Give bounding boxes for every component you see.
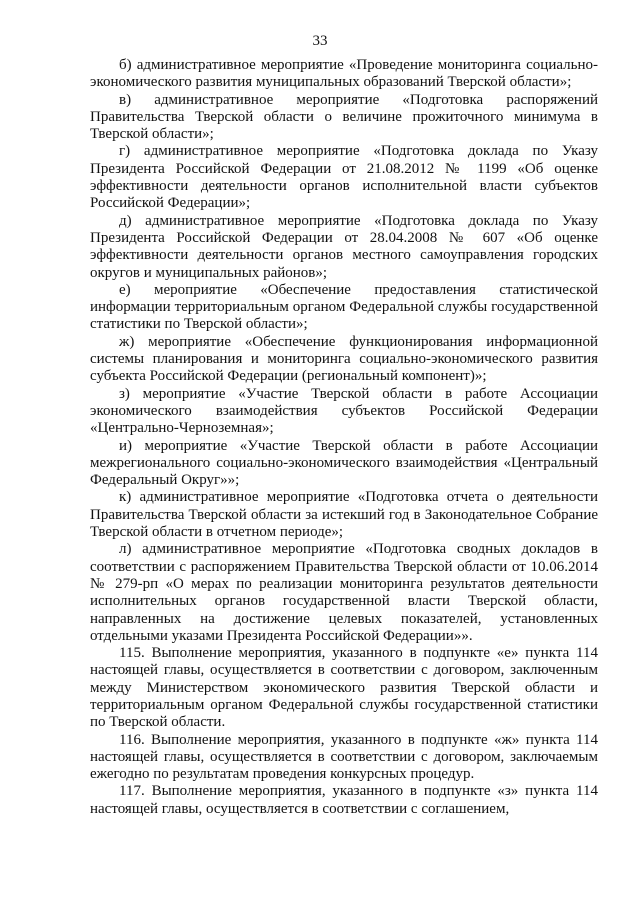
paragraph-clause-116: 116. Выполнение мероприятия, указанного в подпункте «ж» пункта 114 настоящей главы, осуществляется в соответствии с договором, заключаемым ежегодно по результатам проведения конкурсных процедур. xyxy=(90,731,598,783)
paragraph-subitem-i: и) мероприятие «Участие Тверской области в работе Ассоциации межрегионального социально-экономического взаимодействия «Центральный Федеральный Округ»»; xyxy=(90,437,598,489)
paragraph-clause-117: 117. Выполнение мероприятия, указанного в подпункте «з» пункта 114 настоящей главы, осуществляется в соответствии с соглашением, xyxy=(90,783,598,817)
paragraph-subitem-b: б) административное мероприятие «Проведение мониторинга социально-экономического развития муниципальных образований Тверской области»; xyxy=(90,57,598,91)
paragraph-subitem-e: е) мероприятие «Обеспечение предоставления статистической информации территориальным органом Федеральной службы государственной статистики по Тверской области»; xyxy=(90,281,598,333)
paragraph-subitem-z: з) мероприятие «Участие Тверской области в работе Ассоциации экономического взаимодействия субъектов Российской Федерации «Центрально-Черноземная»; xyxy=(90,385,598,437)
paragraph-subitem-l: л) административное мероприятие «Подготовка сводных докладов в соответствии с распоряжением Правительства Тверской области от 10.06.2014 № 279-рп «О мерах по реализации мониторинга результатов деятельности исполнительных органов государственной власти Тверской области, направленных на достижение целевых показателей, установленных отдельными указами Президента Российской Федерации»». xyxy=(90,541,598,644)
paragraph-subitem-g: г) административное мероприятие «Подготовка доклада по Указу Президента Российской Федерации от 21.08.2012 № 1199 «Об оценке эффективности деятельности органов исполнительной власти субъектов Российской Федерации»; xyxy=(90,143,598,212)
paragraph-clause-115: 115. Выполнение мероприятия, указанного в подпункте «е» пункта 114 настоящей главы, осуществляется в соответствии с договором, заключенным между Министерством экономического развития Тверской области и территориальным органом Федеральной службы государственной статистики по Тверской области. xyxy=(90,645,598,731)
paragraph-subitem-v: в) административное мероприятие «Подготовка распоряжений Правительства Тверской области о величине прожиточного минимума в Тверской области»; xyxy=(90,91,598,143)
paragraph-subitem-zh: ж) мероприятие «Обеспечение функционирования информационной системы планирования и мониторинга социально-экономического развития субъекта Российской Федерации (региональный компонент)»; xyxy=(90,333,598,385)
document-body xyxy=(90,57,598,818)
paragraph-subitem-k: к) административное мероприятие «Подготовка отчета о деятельности Правительства Тверской области за истекший год в Законодательное Собрание Тверской области в отчетном периоде»; xyxy=(90,489,598,541)
paragraph-subitem-d: д) административное мероприятие «Подготовка доклада по Указу Президента Российской Федерации от 28.04.2008 № 607 «Об оценке эффективности деятельности органов местного самоуправления городских округов и муниципальных районов»; xyxy=(90,212,598,281)
page-number: 33 xyxy=(312,33,328,49)
